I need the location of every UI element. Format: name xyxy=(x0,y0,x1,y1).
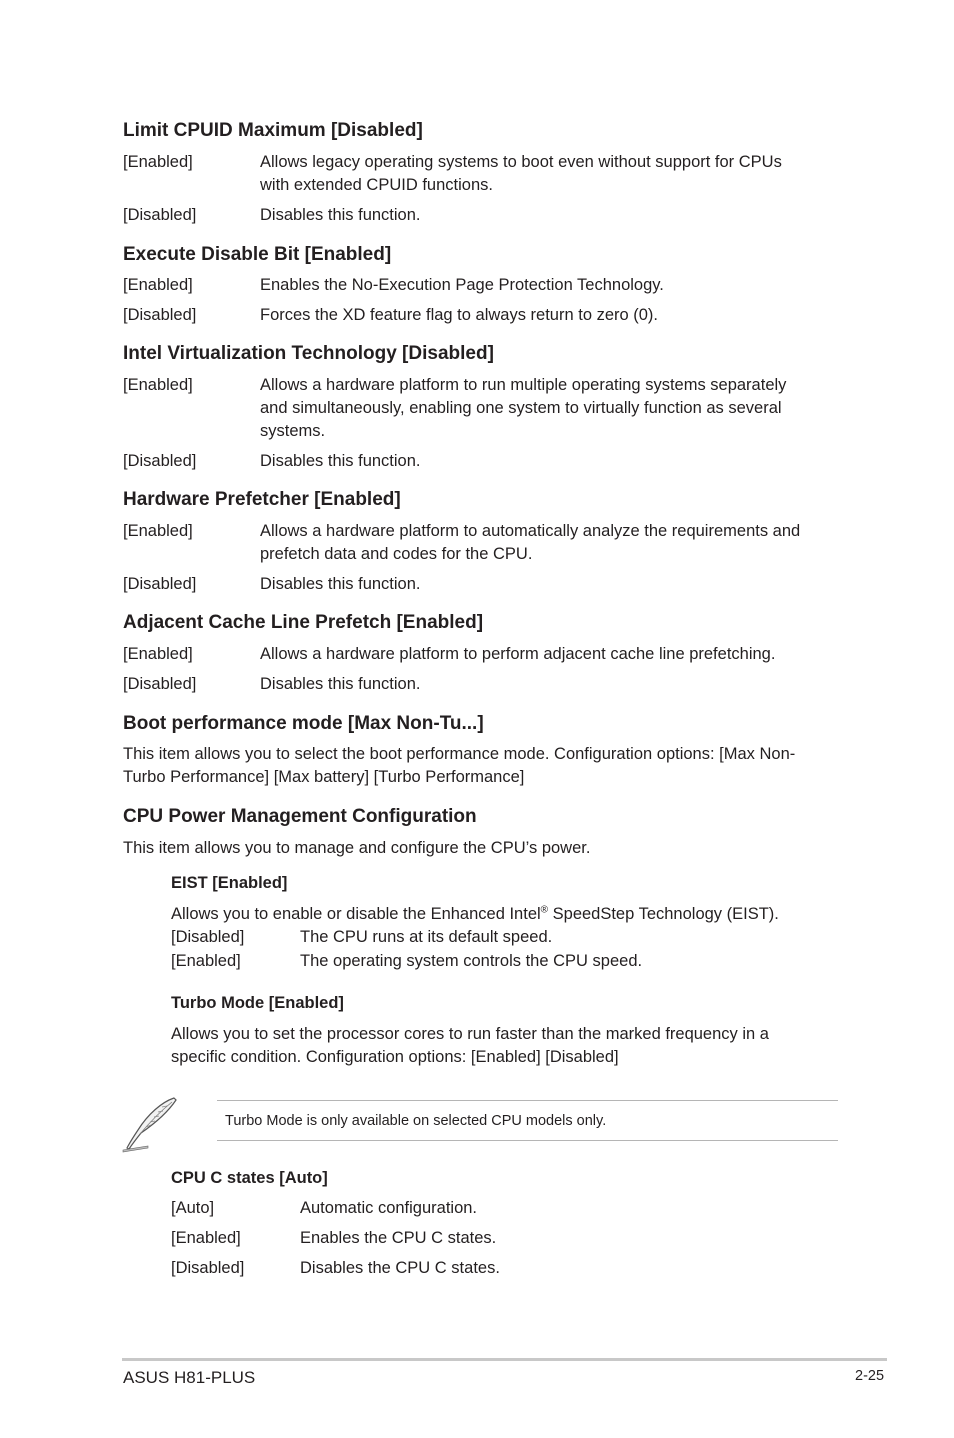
option-desc-line: Allows legacy operating systems to boot even without support for CPUs xyxy=(260,153,782,171)
option-key: [Disabled] xyxy=(171,1259,245,1277)
paragraph-line: This item allows you to select the boot performance mode. Configuration options: [Max Non- xyxy=(123,745,796,763)
option-desc-line: The CPU runs at its default speed. xyxy=(300,928,553,946)
option-key: [Disabled] xyxy=(123,575,197,593)
note-text: Turbo Mode is only available on selected CPU models only. xyxy=(225,1113,607,1129)
option-desc-line: Automatic configuration. xyxy=(300,1199,478,1217)
option-key: [Enabled] xyxy=(171,1229,241,1247)
option-desc-line: Disables the CPU C states. xyxy=(300,1259,500,1277)
option-key: [Disabled] xyxy=(123,306,197,324)
option-desc-line: Disables this function. xyxy=(260,575,421,593)
paragraph-line: Turbo Performance] [Max battery] [Turbo Performance] xyxy=(123,768,525,786)
option-key: [Enabled] xyxy=(123,276,193,294)
section-title-hardware-prefetcher: Hardware Prefetcher [Enabled] xyxy=(123,489,401,510)
section-title-limit-cpuid: Limit CPUID Maximum [Disabled] xyxy=(123,120,423,141)
option-desc-line: prefetch data and codes for the CPU. xyxy=(260,545,533,563)
option-desc-line: Enables the No-Execution Page Protection Technology. xyxy=(260,276,664,294)
option-key: [Enabled] xyxy=(171,952,241,970)
section-title-adjacent-cache-line: Adjacent Cache Line Prefetch [Enabled] xyxy=(123,612,484,633)
section-title-boot-performance-mode: Boot performance mode [Max Non-Tu...] xyxy=(123,713,484,734)
subsection-title-cpu-c-states: CPU C states [Auto] xyxy=(171,1169,328,1187)
note-top-rule xyxy=(217,1100,838,1101)
footer-product-name: ASUS H81-PLUS xyxy=(123,1368,256,1387)
footer-rule xyxy=(122,1358,887,1361)
option-desc-line: Forces the XD feature flag to always return to zero (0). xyxy=(260,306,659,324)
option-desc-line: The operating system controls the CPU speed. xyxy=(300,952,643,970)
option-desc-line: Allows a hardware platform to run multiple operating systems separately xyxy=(260,376,787,394)
option-desc-line: Allows a hardware platform to perform adjacent cache line prefetching. xyxy=(260,645,776,663)
paragraph-line: Allows you to set the processor cores to run faster than the marked frequency in a xyxy=(171,1025,769,1043)
option-key: [Disabled] xyxy=(171,928,245,946)
option-desc-line: Disables this function. xyxy=(260,206,421,224)
option-desc-line: Allows a hardware platform to automatically analyze the requirements and xyxy=(260,522,801,540)
section-title-execute-disable-bit: Execute Disable Bit [Enabled] xyxy=(123,244,392,265)
option-key: [Disabled] xyxy=(123,206,197,224)
subsection-title-turbo-mode: Turbo Mode [Enabled] xyxy=(171,994,344,1012)
option-key: [Disabled] xyxy=(123,452,197,470)
option-key: [Enabled] xyxy=(123,522,193,540)
option-key: [Enabled] xyxy=(123,645,193,663)
paragraph-line: This item allows you to manage and configure the CPU’s power. xyxy=(123,839,591,857)
option-desc-line: systems. xyxy=(260,422,326,440)
option-desc-line: with extended CPUID functions. xyxy=(260,176,493,194)
option-key: [Disabled] xyxy=(123,675,197,693)
option-desc-line: Disables this function. xyxy=(260,452,421,470)
section-title-cpu-power-management: CPU Power Management Configuration xyxy=(123,806,477,827)
option-desc-line: Disables this function. xyxy=(260,675,421,693)
page-number: 2-25 xyxy=(855,1368,885,1384)
option-key: [Enabled] xyxy=(123,153,193,171)
note-bottom-rule xyxy=(217,1140,838,1141)
eist-description: Allows you to enable or disable the Enhanced Intel® SpeedStep Technology (EIST). xyxy=(171,904,779,923)
pencil-feather-icon xyxy=(118,1094,180,1154)
option-key: [Enabled] xyxy=(123,376,193,394)
option-key: [Auto] xyxy=(171,1199,215,1217)
option-desc-line: and simultaneously, enabling one system to virtually function as several xyxy=(260,399,782,417)
section-title-intel-virtualization: Intel Virtualization Technology [Disabled] xyxy=(123,343,494,364)
subsection-title-eist: EIST [Enabled] xyxy=(171,874,288,892)
option-desc-line: Enables the CPU C states. xyxy=(300,1229,497,1247)
paragraph-line: specific condition. Configuration options: [Enabled] [Disabled] xyxy=(171,1048,619,1066)
